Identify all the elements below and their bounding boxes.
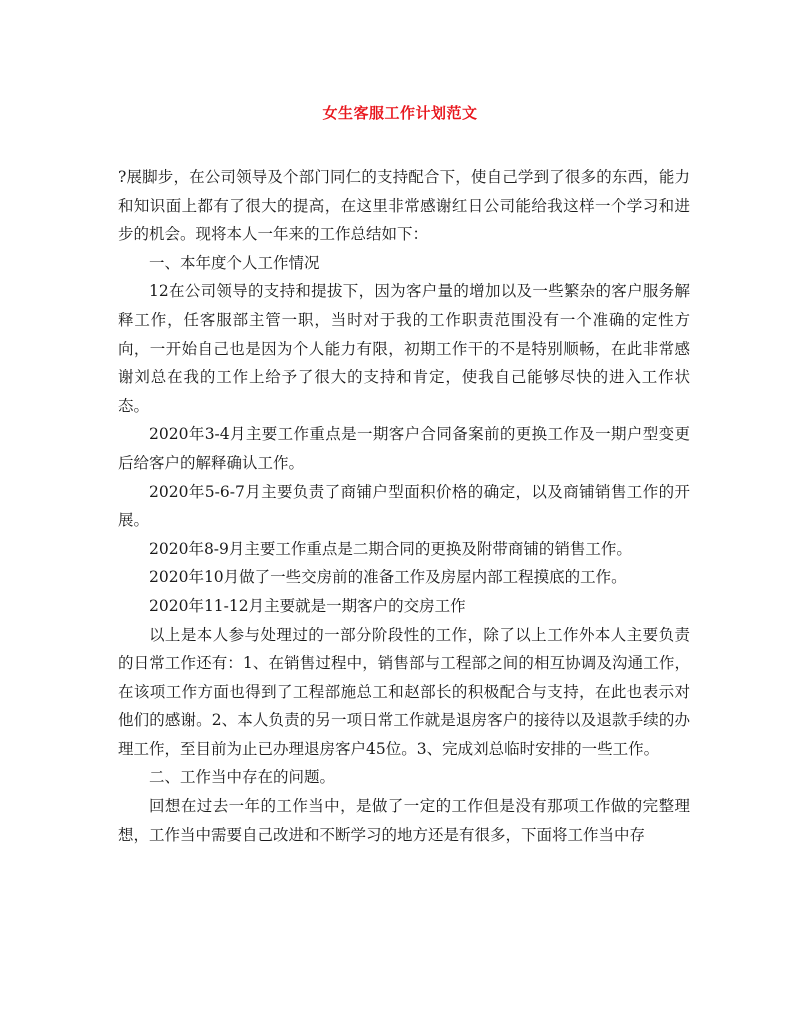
paragraph-october: 2020年10月做了一些交房前的准备工作及房屋内部工程摸底的工作。 [149,568,627,587]
paragraph-daily-work: 以上是本人参与处理过的一部分阶段性的工作，除了以上工作外本人主要负责的日常工作还有：1、在销售过程中，销售部与工程部之间的相互协调及沟通工作，在该项工作方面也得到了工程部施总工和赵部长的积极配合与支持，在此也表示对他们的感谢。2、本人负责的另一项日常工作就是退房客户的接待以及退款手续的办理工作，至目前为止已办理退房客户45位。3、完成刘总临时安排的一些工作。 [118,625,690,758]
paragraph-may-july: 2020年5-6-7月主要负责了商铺户型面积价格的确定，以及商铺销售工作的开展。 [118,482,690,530]
paragraph-march-april: 2020年3-4月主要工作重点是一期客户合同备案前的更换工作及一期户型变更后给客户的解释确认工作。 [118,425,690,472]
paragraph-nov-dec: 2020年11-12月主要就是一期客户的交房工作 [149,596,466,615]
document-title: 女生客服工作计划范文 [322,104,478,122]
section-heading-2: 二、工作当中存在的问题。 [149,768,336,787]
document-body [118,163,690,849]
paragraph-aug-sep: 2020年8-9月主要工作重点是二期合同的更换及附带商铺的销售工作。 [149,539,632,558]
paragraph-work-situation: 12在公司领导的支持和提拔下，因为客户量的增加以及一些繁杂的客户服务解释工作，任客服部主管一职，当时对于我的工作职责范围没有一个准确的定性方向，一开始自己也是因为个人能力有限，初期工作干的不是特别顺畅，在此非常感谢刘总在我的工作上给予了很大的支持和肯定，使我自己能够尽快的进入工作状态。 [118,282,690,415]
paragraph-problems: 回想在过去一年的工作当中，是做了一定的工作但是没有那项工作做的完整理想，工作当中需要自己改进和不断学习的地方还是有很多，下面将工作当中存 [118,797,690,844]
paragraph-intro: ?展脚步，在公司领导及个部门同仁的支持配合下，使自己学到了很多的东西，能力和知识面上都有了很大的提高，在这里非常感谢红日公司能给我这样一个学习和进步的机会。现将本人一年来的工作总结如下： [118,168,690,244]
section-heading-1: 一、本年度个人工作情况 [149,253,320,272]
